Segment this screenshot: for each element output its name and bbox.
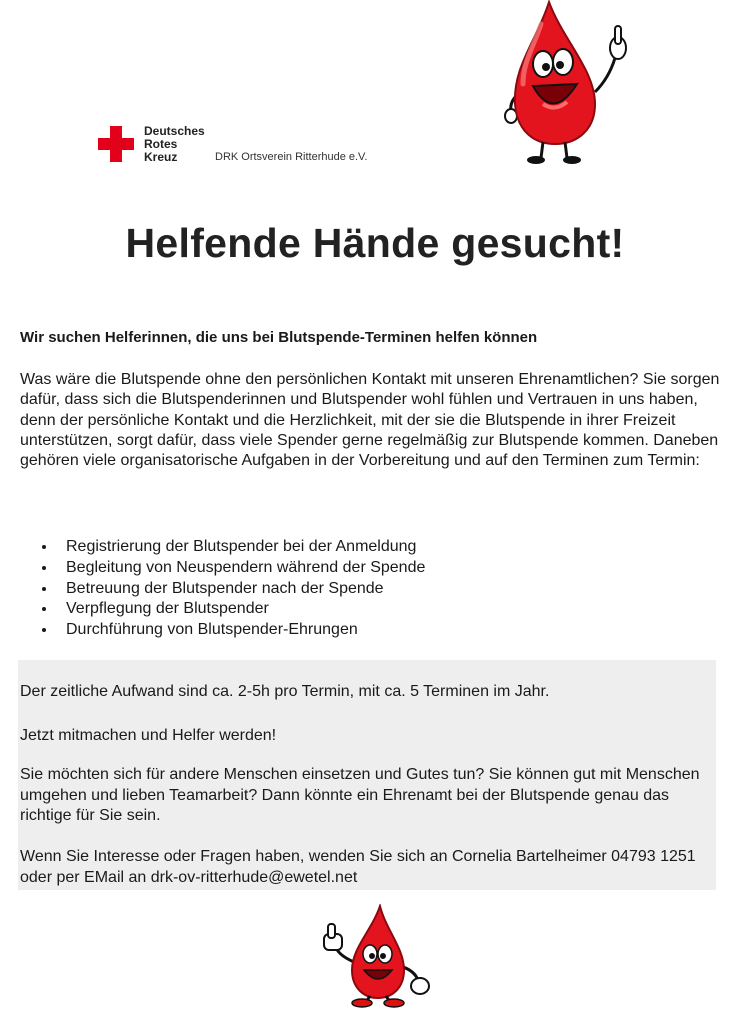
- list-item: Verpflegung der Blutspender: [20, 599, 425, 620]
- list-item: Durchführung von Blutspender-Ehrungen: [20, 620, 425, 641]
- info-box: [18, 660, 716, 890]
- call-to-action: Jetzt mitmachen und Helfer werden!: [20, 727, 277, 744]
- blood-drop-mascot-thumbs-up-icon: [318, 904, 436, 1008]
- task-list: [20, 537, 425, 641]
- motivation-paragraph: Sie möchten sich für andere Menschen einsetzen und Gutes tun? Sie können gut mit Menschen umgehen und lieben Teamarbeit? Dann könnte ein Ehrenamt bei der Blutspende genau das richtige für Sie sein.: [20, 766, 700, 824]
- contact-paragraph: Wenn Sie Interesse oder Fragen haben, wenden Sie sich an Cornelia Bartelheimer 04793 1251 oder per EMail an drk-ov-ritterhude@ewetel.net: [20, 848, 696, 886]
- effort-paragraph: Der zeitliche Aufwand sind ca. 2-5h pro Termin, mit ca. 5 Terminen im Jahr.: [20, 683, 550, 700]
- blood-drop-mascot-pointing-icon: [497, 0, 637, 168]
- drk-name-line: Kreuz: [144, 150, 178, 164]
- intro-paragraph: Was wäre die Blutspende ohne den persönlichen Kontakt mit unseren Ehrenamtlichen? Sie sorgen dafür, dass sich die Blutspenderinnen und Blutspender wohl fühlen und Vertrauen in uns haben, denn der persönliche Kontakt und die Herzlichkeit, mit der sie die Blutspende in ihrer Freizeit unterstützen, sorgt dafür, dass viele Spender gerne regelmäßig zur Blutspende kommen. Daneben gehören viele organisatorische Aufgaben in der Vorbereitung und auf den Terminen zum Termin:: [20, 371, 720, 470]
- drk-name-line: Rotes: [144, 137, 178, 151]
- list-item: Begleitung von Neuspendern während der Spende: [20, 558, 425, 579]
- subheading: Wir suchen Helferinnen, die uns bei Blutspende-Terminen helfen können: [20, 329, 538, 346]
- red-cross-icon: [98, 126, 134, 162]
- drk-name: [144, 125, 205, 164]
- list-item: Betreuung der Blutspender nach der Spende: [20, 579, 425, 600]
- ortsverein-label: DRK Ortsverein Ritterhude e.V.: [215, 151, 368, 163]
- headline: Helfende Hände gesucht!: [125, 220, 625, 266]
- list-item: Registrierung der Blutspender bei der Anmeldung: [20, 537, 425, 558]
- drk-logo: [98, 126, 418, 170]
- drk-name-line: Deutsches: [144, 124, 205, 138]
